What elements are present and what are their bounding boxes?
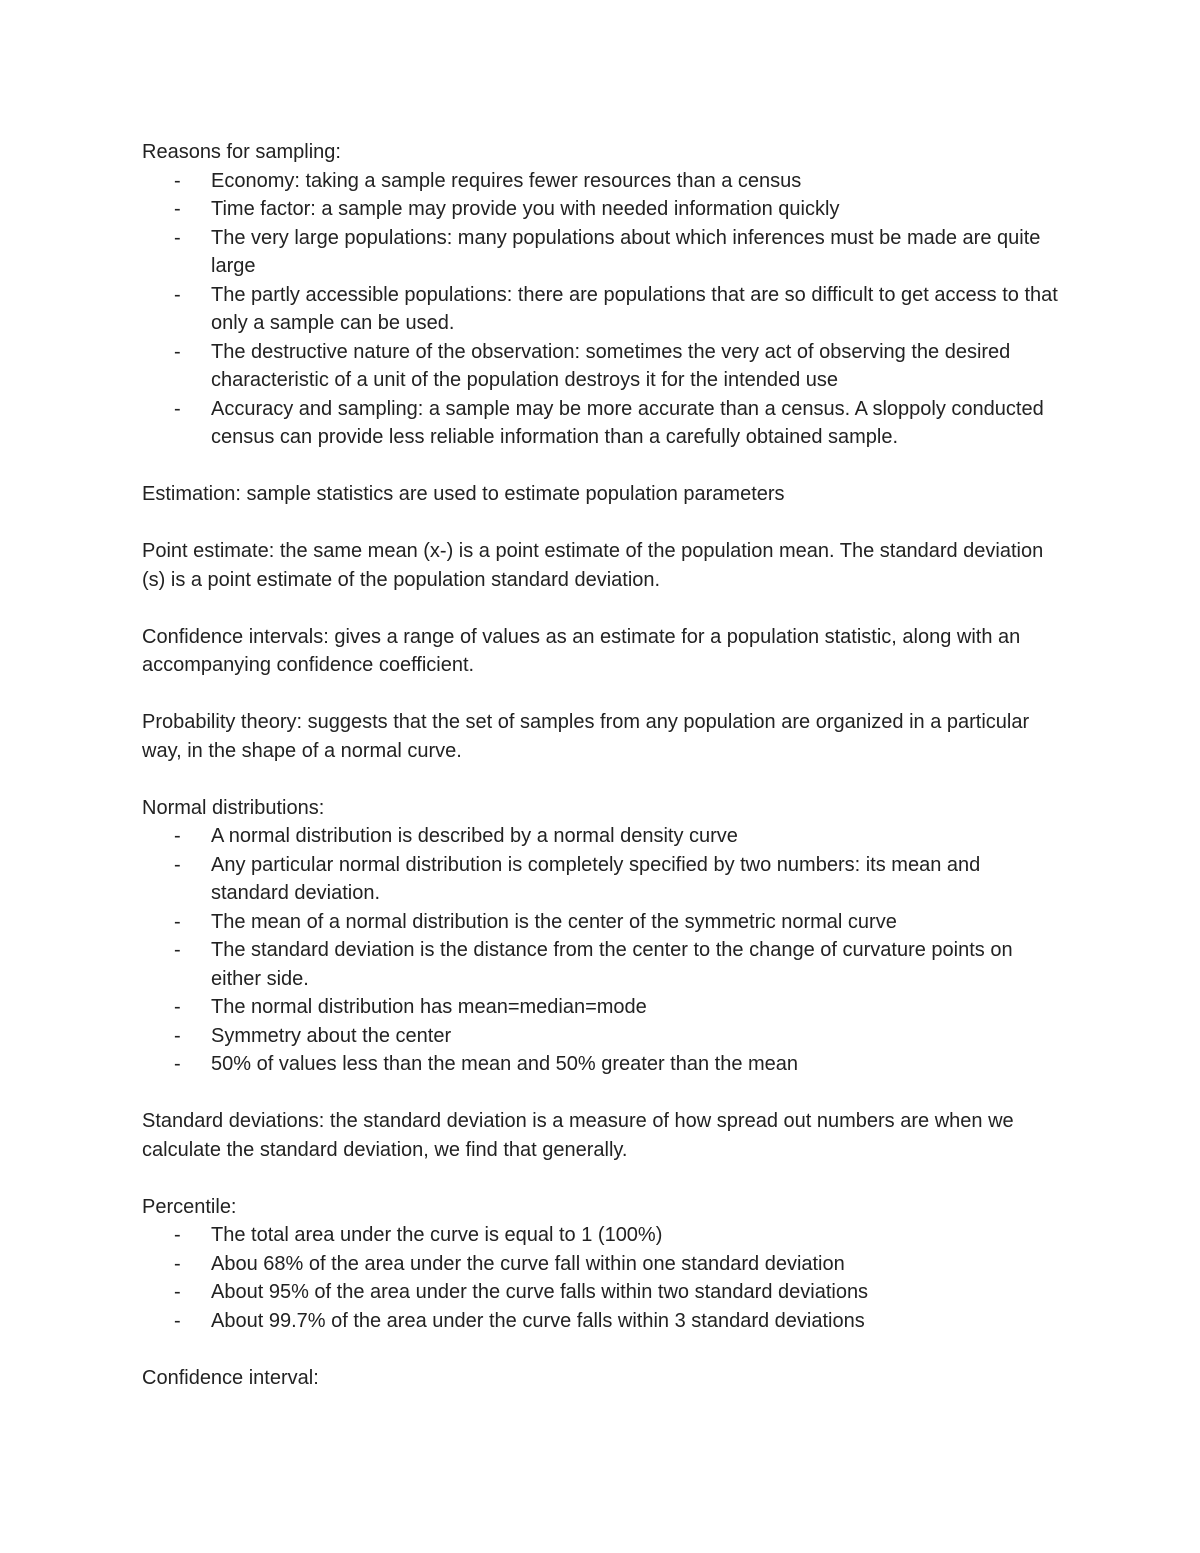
section-estimation xyxy=(142,480,1080,509)
bullet-dash: - xyxy=(174,1053,181,1075)
bullet-dash: - xyxy=(174,397,181,420)
section-normal-distributions xyxy=(142,794,1080,1079)
list-item xyxy=(142,167,1062,196)
list-item xyxy=(142,195,1062,224)
list-item-text: The destructive nature of the observation: sometimes the very act of observing the desired characteristic of a unit of the population destroys it for the intended use xyxy=(211,340,1011,391)
bullet-dash: - xyxy=(174,1252,181,1275)
paragraph-probability-theory: Probability theory: suggests that the set of samples from any population are organized in a particular way, in the shape of a normal curve. xyxy=(142,711,1030,762)
section-probability-theory xyxy=(142,708,1080,765)
list-item-text: 50% of values less than the mean and 50% greater than the mean xyxy=(211,1053,799,1075)
section-point-estimate xyxy=(142,537,1080,594)
section-heading: Percentile: xyxy=(142,1195,237,1218)
list-item xyxy=(142,993,1062,1022)
bullet-dash: - xyxy=(174,853,181,876)
bullet-dash: - xyxy=(174,825,181,847)
bullet-dash: - xyxy=(174,1024,181,1047)
bullet-dash: - xyxy=(174,910,181,933)
list-item-text: The partly accessible populations: there are populations that are so difficult to get access to that only a sample can be used. xyxy=(211,283,1058,334)
paragraph-standard-deviations: Standard deviations: the standard deviation is a measure of how spread out numbers are when we calculate the standard deviation, we find that generally. xyxy=(142,1110,1014,1161)
section-heading: Reasons for sampling: xyxy=(142,141,341,163)
list-item-text: Any particular normal distribution is completely specified by two numbers: its mean and standard deviation. xyxy=(211,853,981,904)
list-item-text: Symmetry about the center xyxy=(211,1024,452,1047)
list-item xyxy=(142,822,1062,851)
list-item xyxy=(142,1250,1062,1279)
bullet-dash: - xyxy=(174,340,181,363)
bullet-list xyxy=(142,1221,1080,1335)
list-item-text: About 95% of the area under the curve falls within two standard deviations xyxy=(211,1281,869,1303)
list-item xyxy=(142,281,1062,338)
bullet-dash: - xyxy=(174,996,181,1018)
section-standard-deviations xyxy=(142,1107,1080,1164)
paragraph-estimation: Estimation: sample statistics are used to estimate population parameters xyxy=(142,483,785,505)
list-item-text: Abou 68% of the area under the curve fall within one standard deviation xyxy=(211,1252,845,1275)
list-item xyxy=(142,1050,1062,1079)
list-item-text: The total area under the curve is equal to 1 (100%) xyxy=(211,1224,663,1246)
section-percentile xyxy=(142,1193,1080,1336)
list-item-text: A normal distribution is described by a normal density curve xyxy=(211,825,738,847)
list-item-text: The normal distribution has mean=median=mode xyxy=(211,996,647,1018)
list-item xyxy=(142,936,1062,993)
list-item xyxy=(142,1221,1062,1250)
list-item-text: About 99.7% of the area under the curve falls within 3 standard deviations xyxy=(211,1309,865,1332)
section-heading: Confidence interval: xyxy=(142,1366,319,1389)
list-item xyxy=(142,395,1062,452)
bullet-dash: - xyxy=(174,198,181,220)
section-confidence-interval xyxy=(142,1364,1080,1393)
section-confidence-intervals xyxy=(142,623,1080,680)
list-item xyxy=(142,1278,1062,1307)
bullet-dash: - xyxy=(174,1309,181,1332)
paragraph-point-estimate: Point estimate: the same mean (x-) is a point estimate of the population mean. The standard deviation (s) is a point estimate of the population standard deviation. xyxy=(142,540,1044,591)
list-item-text: The standard deviation is the distance from the center to the change of curvature points on either side. xyxy=(211,939,1013,990)
bullet-dash: - xyxy=(174,1281,181,1303)
section-heading: Normal distributions: xyxy=(142,796,325,819)
bullet-dash: - xyxy=(174,169,181,192)
bullet-list xyxy=(142,167,1080,452)
bullet-dash: - xyxy=(174,1224,181,1246)
list-item xyxy=(142,1307,1062,1336)
list-item xyxy=(142,224,1062,281)
bullet-dash: - xyxy=(174,939,181,961)
list-item xyxy=(142,851,1062,908)
list-item xyxy=(142,1022,1062,1051)
list-item-text: Time factor: a sample may provide you with needed information quickly xyxy=(211,198,840,220)
list-item xyxy=(142,908,1062,937)
list-item-text: Accuracy and sampling: a sample may be more accurate than a census. A sloppoly conducted census can provide less reliable information than a carefully obtained sample. xyxy=(211,397,1044,448)
bullet-dash: - xyxy=(174,226,181,249)
list-item-text: The mean of a normal distribution is the center of the symmetric normal curve xyxy=(211,910,897,933)
list-item-text: Economy: taking a sample requires fewer resources than a census xyxy=(211,169,802,192)
bullet-list xyxy=(142,822,1080,1079)
list-item-text: The very large populations: many populations about which inferences must be made are quite large xyxy=(211,226,1041,277)
list-item xyxy=(142,338,1062,395)
bullet-dash: - xyxy=(174,283,181,306)
paragraph-confidence-intervals: Confidence intervals: gives a range of values as an estimate for a population statistic, along with an accompanying confidence coefficient. xyxy=(142,625,1021,676)
section-reasons-for-sampling xyxy=(142,138,1080,452)
